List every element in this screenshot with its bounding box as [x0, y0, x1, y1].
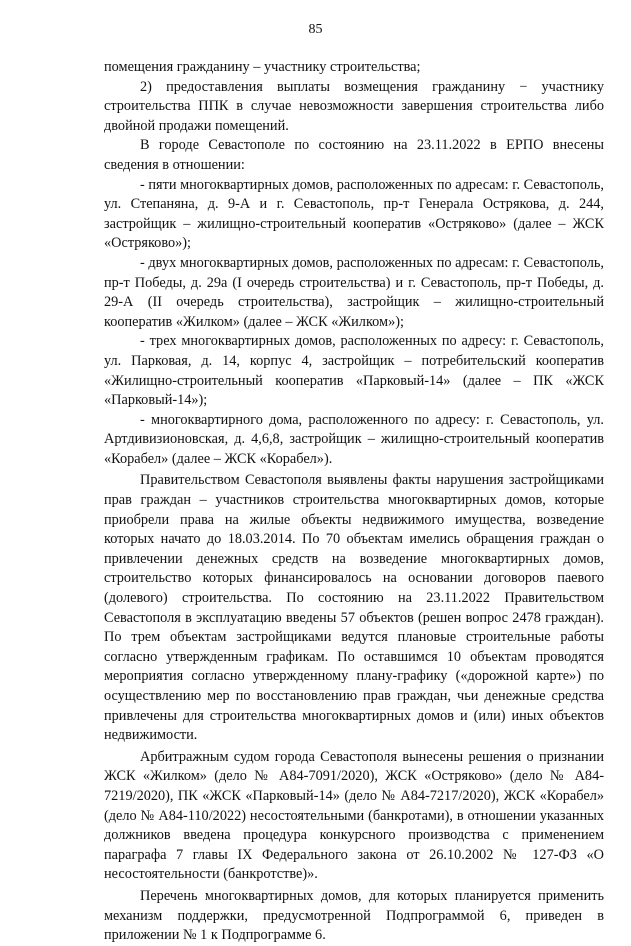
paragraph-continuation: помещения гражданину – участнику строительства; [104, 59, 421, 75]
list-item-korabel: - многоквартирного дома, расположенного по адресу: г. Севастополь, ул. Артдивизионовская, д. 4,6,8, застройщик – жилищно-строительный кооператив «Корабел» (далее – ЖСК «Корабел»). [104, 411, 604, 467]
paragraph-item-2: 2) предоставления выплаты возмещения гражданину − участнику строительства ППК в случае невозможности завершения строительства либо двойной продажи помещений. [104, 78, 604, 134]
document-body [104, 58, 604, 946]
list-item-ostryakovo: - пяти многоквартирных домов, расположенных по адресам: г. Севастополь, ул. Степаняна, д. 9-А и г. Севастополь, пр-т Генерала Острякова, д. 244, застройщик – жилищно-строительный кооператив «Остряково» (далее – ЖСК «Остряково»); [104, 176, 604, 252]
paragraph-violations: Правительством Севастополя выявлены факты нарушения застройщиками прав граждан – участников строительства многоквартирных домов, которые приобрели права на жилые объекты недвижимого имущества, возведение которых начато до 18.03.2014. По 70 объектам имелись обращения граждан о привлечении денежных средств на возведение многоквартирных домов, строительство которых финансировалось на основании договоров паевого (долевого) строительства. По состоянию на 23.11.2022 Правительством Севастополя в эксплуатацию введены 57 объектов (решен вопрос 2478 граждан). По трем объектам застройщиками ведутся плановые строительные работы согласно утвержденным графикам. По оставшимся 10 объектам проводятся мероприятия согласно утвержденному плану-графику («дорожной карте») по осуществлению мер по восстановлению прав граждан, чьи денежные средства привлечены для строительства многоквартирных домов и (или) иных объектов недвижимости. [104, 472, 604, 744]
page-number: 85 [308, 22, 323, 37]
paragraph-appendix-reference: Перечень многоквартирных домов, для которых планируется применить механизм поддержки, предусмотренной Подпрограммой 6, приведен в приложении № 1 к Подпрограмме 6. [104, 887, 604, 944]
paragraph-sevastopol-intro: В городе Севастополе по состоянию на 23.11.2022 в ЕРПО внесены сведения в отношении: [104, 137, 604, 173]
list-item-parkovy: - трех многоквартирных домов, расположенных по адресу: г. Севастополь, ул. Парковая, д. 14, корпус 4, застройщик – потребительский кооператив «Жилищно-строительный кооператив «Парковый-14» (далее – ПК «ЖСК «Парковый-14»); [104, 333, 604, 409]
paragraph-arbitration: Арбитражным судом города Севастополя вынесены решения о признании ЖСК «Жилком» (дело № А84-7091/2020), ЖСК «Остряково» (дело № А84-7219/2020), ПК «ЖСК «Парковый-14» (дело № А84-7217/2020), ЖСК «Корабел» (дело № А84-110/2022) несостоятельными (банкротами), в отношении указанных должников введена процедура конкурсного производства с применением параграфа 7 главы IX Федерального закона от 26.10.2002 № 127-ФЗ «О несостоятельности (банкротстве)». [104, 748, 604, 883]
list-item-zhilkom: - двух многоквартирных домов, расположенных по адресам: г. Севастополь, пр-т Победы, д. 29а (I очередь строительства) и г. Севастополь, пр-т Победы, д. 29-А (II очередь строительства), застройщик – жилищно-строительный кооператив «Жилком» (далее – ЖСК «Жилком»); [104, 254, 604, 330]
